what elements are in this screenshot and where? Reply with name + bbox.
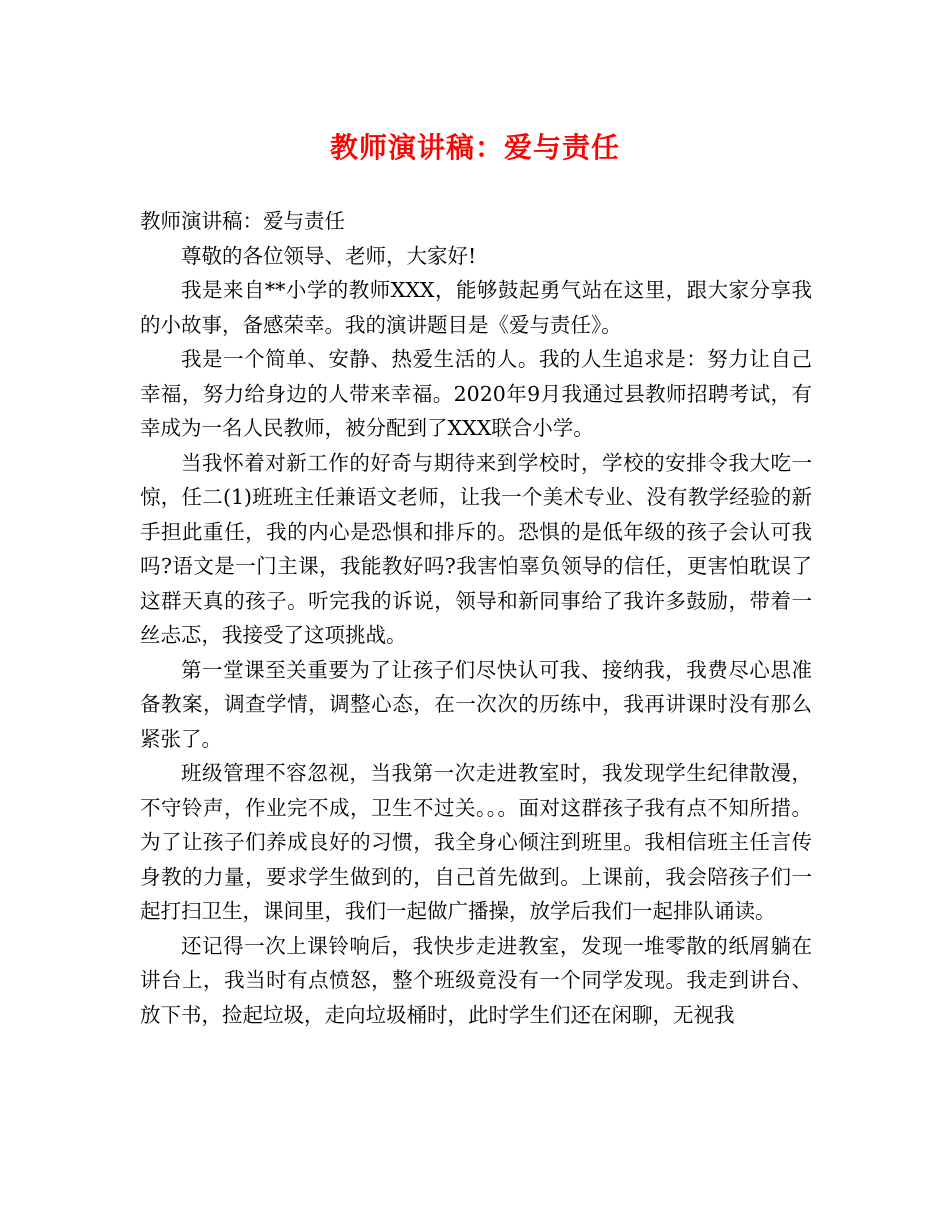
document-body	[140, 204, 812, 1032]
paragraph: 班级管理不容忽视，当我第一次走进教室时，我发现学生纪律散漫，不守铃声，作业完不成，卫生不过关。。。面对这群孩子我有点不知所措。为了让孩子们养成良好的习惯，我全身心倾注到班里。我相信班主任言传身教的力量，要求学生做到的，自己首先做到。上课前，我会陪孩子们一起打扫卫生，课间里，我们一起做广播操，放学后我们一起排队诵读。	[140, 761, 812, 923]
paragraph: 还记得一次上课铃响后，我快步走进教室，发现一堆零散的纸屑躺在讲台上，我当时有点愤怒，整个班级竟没有一个同学发现。我走到讲台、放下书，捡起垃圾，走向垃圾桶时，此时学生们还在闲聊，无视我	[140, 933, 812, 1027]
document-subhead: 教师演讲稿：爱与责任	[140, 209, 345, 233]
paragraph: 当我怀着对新工作的好奇与期待来到学校时，学校的安排令我大吃一惊，任二(1)班班主任兼语文老师，让我一个美术专业、没有教学经验的新手担此重任，我的内心是恐惧和排斥的。恐惧的是低年级的孩子会认可我吗?语文是一门主课，我能教好吗?我害怕辜负领导的信任，更害怕耽误了这群天真的孩子。听完我的诉说，领导和新同事给了我许多鼓励，带着一丝忐忑，我接受了这项挑战。	[140, 450, 812, 647]
document-title: 教师演讲稿：爱与责任	[329, 131, 620, 164]
paragraph: 我是来自**小学的教师XXX，能够鼓起勇气站在这里，跟大家分享我的小故事，备感荣幸。我的演讲题目是《爱与责任》。	[140, 278, 812, 337]
paragraph: 第一堂课至关重要为了让孩子们尽快认可我、接纳我，我费尽心思准备教案，调查学情，调整心态，在一次次的历练中，我再讲课时没有那么紧张了。	[140, 657, 812, 751]
paragraph: 我是一个简单、安静、热爱生活的人。我的人生追求是：努力让自己幸福，努力给身边的人带来幸福。2020年9月我通过县教师招聘考试，有幸成为一名人民教师，被分配到了XXX联合小学。	[140, 347, 812, 440]
paragraph: 尊敬的各位领导、老师，大家好!	[181, 243, 477, 268]
